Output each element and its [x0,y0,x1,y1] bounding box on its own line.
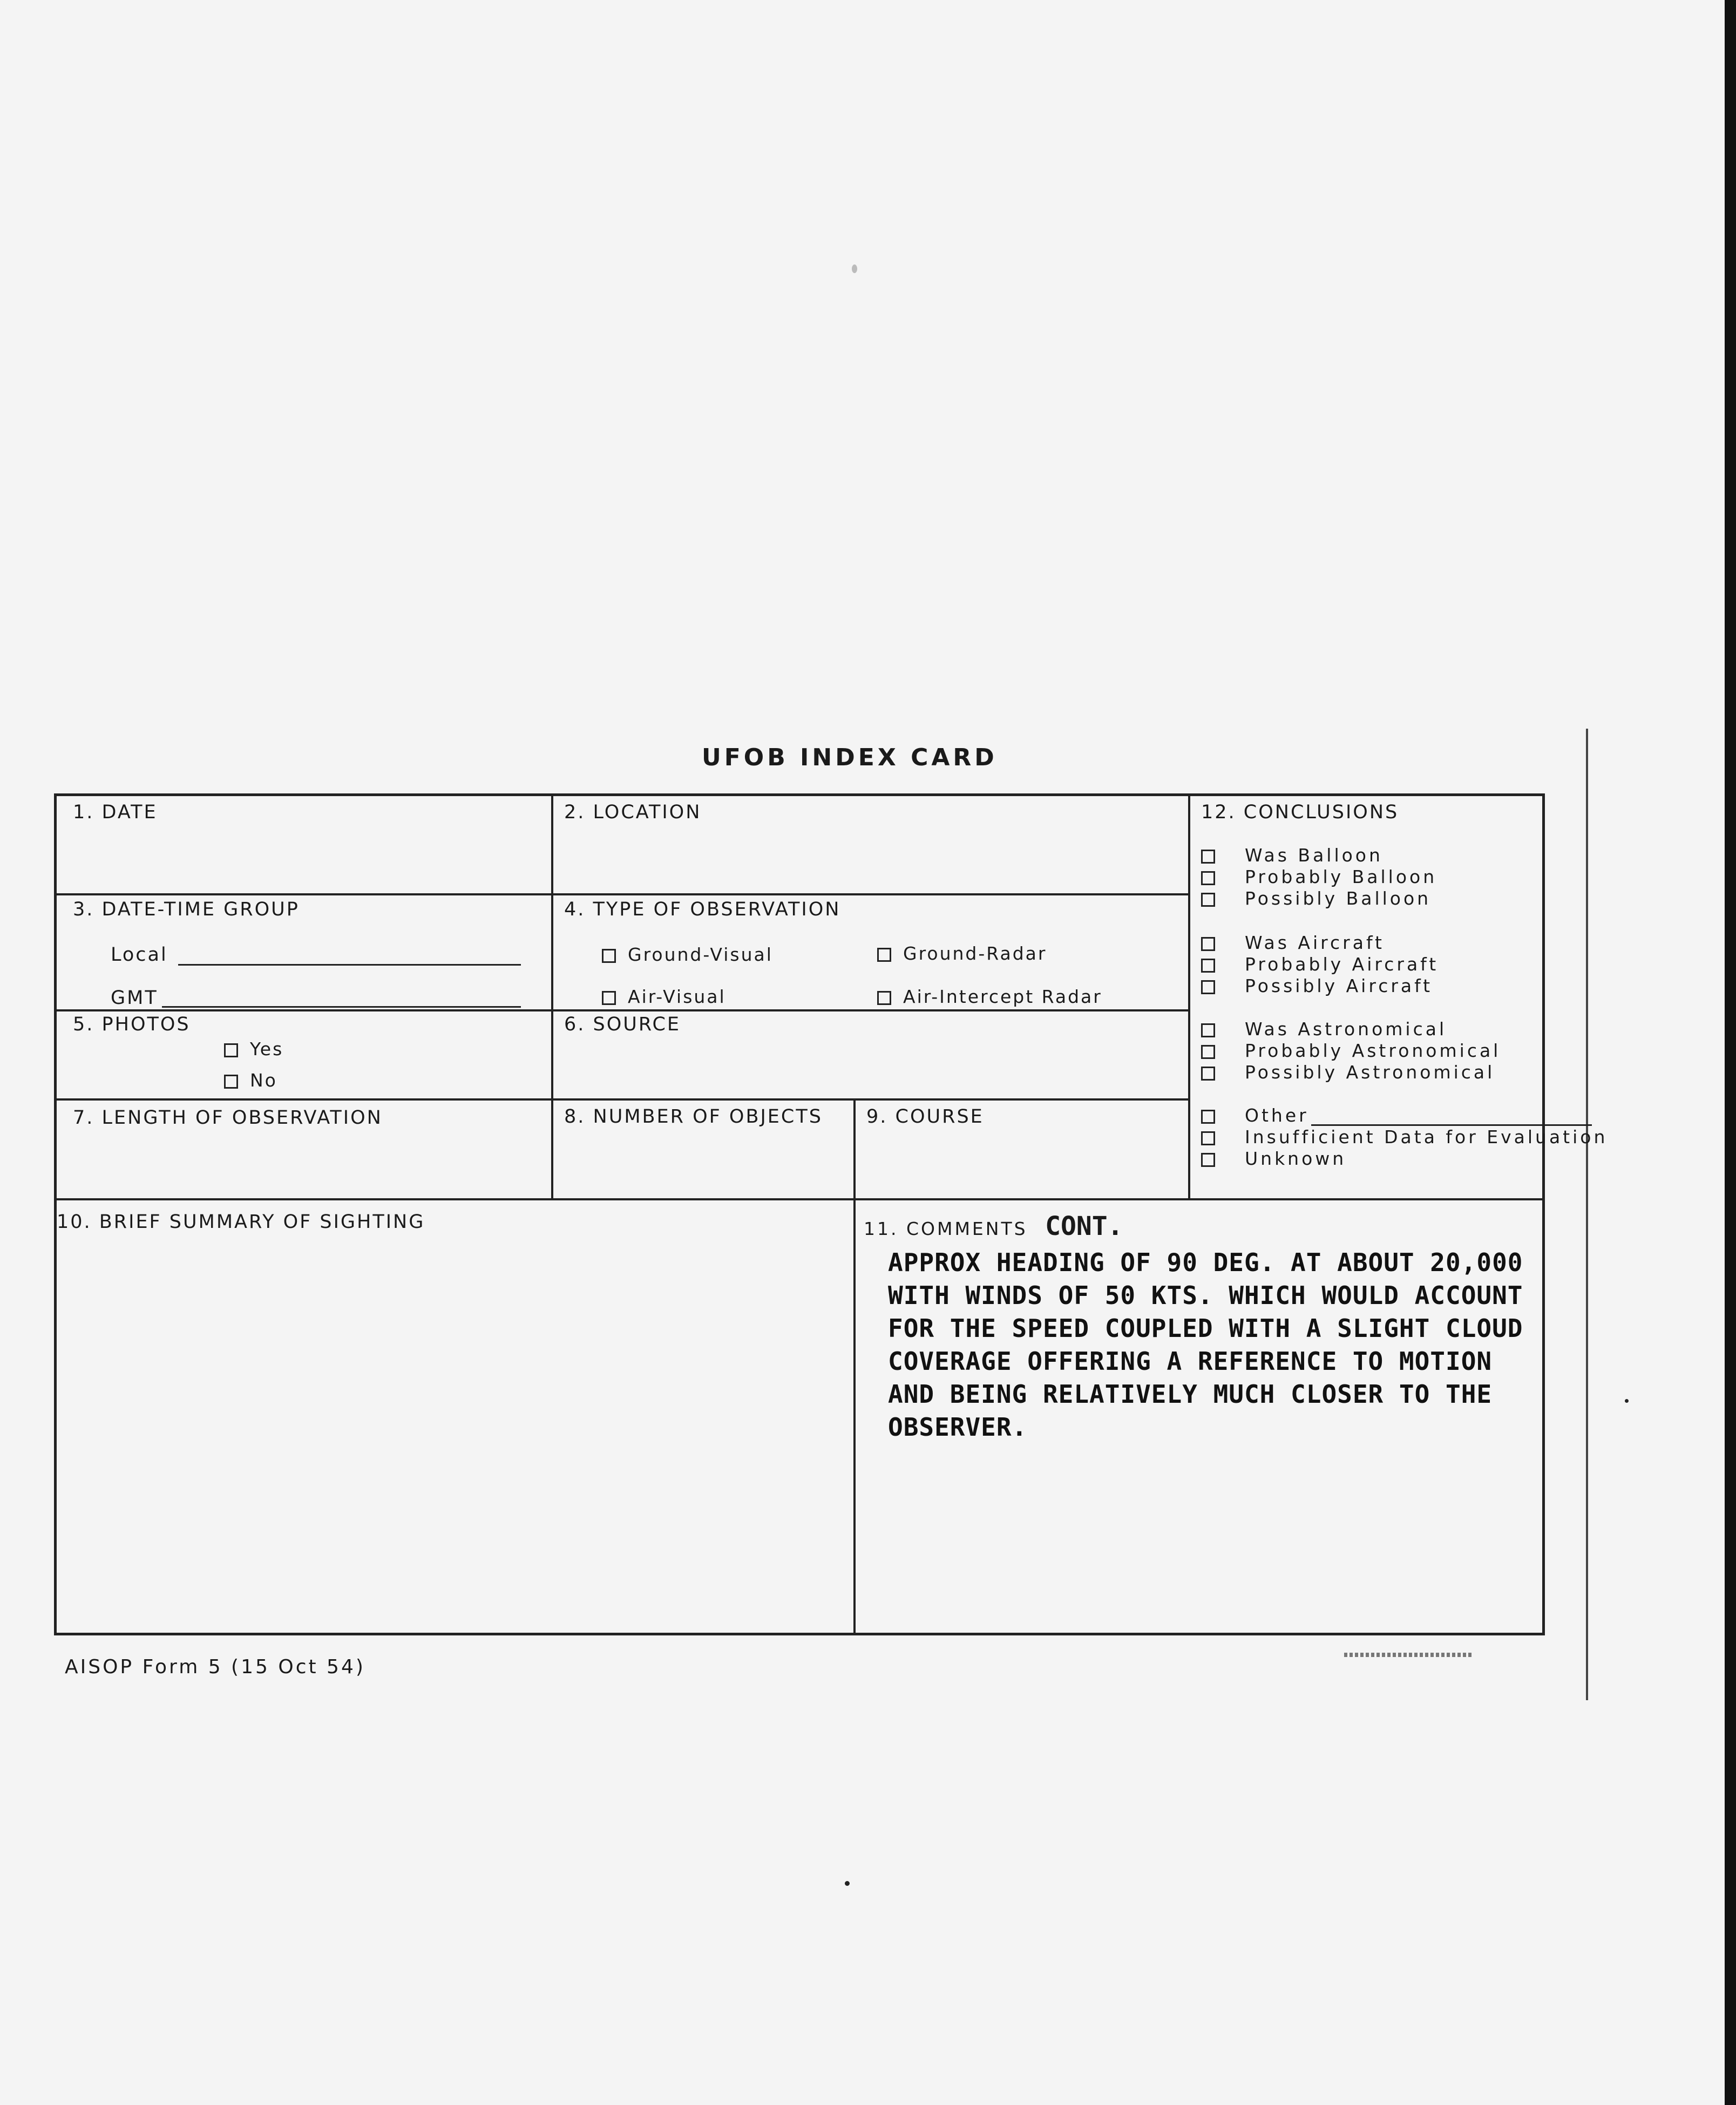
ground-radar-text: Ground-Radar [903,943,1047,964]
date-cell [57,796,553,893]
conclusion-option[interactable] [1201,1126,1608,1147]
number-of-objects-label: 8. NUMBER OF OBJECTS [564,1106,823,1128]
checkbox-icon [602,991,616,1005]
air-visual-text: Air-Visual [628,986,726,1007]
checkbox-icon [1201,850,1215,864]
conclusion-option-label: Possibly Balloon [1245,888,1432,909]
scan-speck [1625,1399,1629,1403]
ground-visual-option[interactable] [602,944,773,965]
conclusion-option[interactable] [1201,954,1439,975]
comments-label-text: 11. COMMENTS [864,1218,1028,1239]
checkbox-icon [1201,980,1215,994]
location-label: 2. LOCATION [564,802,702,823]
conclusion-option[interactable] [1201,1040,1501,1061]
gmt-line [162,1006,521,1008]
photos-label: 5. PHOTOS [73,1014,191,1035]
photos-no-option[interactable] [224,1070,277,1091]
source-cell [553,1009,1190,1098]
date-label: 1. DATE [73,802,158,823]
type-of-observation-label: 4. TYPE OF OBSERVATION [564,899,841,920]
comments-label [864,1211,1123,1241]
conclusion-option-label: Possibly Astronomical [1245,1062,1495,1083]
photos-yes-text: Yes [250,1038,284,1060]
brief-summary-label: 10. BRIEF SUMMARY OF SIGHTING [57,1211,425,1233]
air-visual-option[interactable] [602,986,726,1007]
length-of-observation-label: 7. LENGTH OF OBSERVATION [73,1107,383,1129]
checkbox-icon [602,949,616,963]
conclusion-option[interactable] [1201,888,1431,909]
air-intercept-radar-text: Air-Intercept Radar [903,986,1102,1007]
checkbox-icon [1201,959,1215,973]
checkbox-icon [224,1075,238,1089]
location-cell [553,796,1190,893]
conclusion-option[interactable] [1201,845,1383,866]
course-cell [856,1098,1190,1198]
date-time-group-label: 3. DATE-TIME GROUP [73,899,300,920]
checkbox-icon [1201,1153,1215,1167]
checkbox-icon [1201,871,1215,885]
conclusion-option[interactable] [1201,1105,1592,1126]
printer-mark [1344,1653,1474,1657]
local-line [178,964,521,966]
number-of-objects-cell [553,1098,856,1198]
checkbox-icon [224,1043,238,1057]
checkbox-icon [877,948,891,962]
scan-border [1725,0,1736,2105]
source-label: 6. SOURCE [564,1014,681,1035]
air-intercept-radar-option[interactable] [877,986,1102,1007]
scan-speck [845,1881,850,1886]
length-of-observation-cell [57,1098,553,1198]
conclusion-option-label: Probably Aircraft [1245,954,1439,975]
card-edge-shadow [1586,729,1588,1700]
conclusion-option[interactable] [1201,1018,1447,1040]
date-time-group-cell [57,893,553,1009]
checkbox-icon [1201,1110,1215,1124]
conclusion-option[interactable] [1201,932,1385,953]
type-of-observation-cell [553,893,1190,1009]
comments-cell [856,1198,1542,1633]
conclusion-option-label: Was Astronomical [1245,1018,1447,1040]
photos-cell [57,1009,553,1098]
checkbox-icon [1201,1023,1215,1037]
conclusion-option[interactable] [1201,975,1433,996]
conclusion-option[interactable] [1201,1148,1346,1169]
conclusion-option[interactable] [1201,866,1437,887]
conclusion-option-label: Other [1245,1105,1309,1126]
conclusions-cell [1190,796,1608,1198]
photos-no-text: No [250,1070,277,1091]
card-title: UFOB INDEX CARD [702,744,998,771]
conclusion-option-label: Probably Astronomical [1245,1040,1501,1061]
checkbox-icon [877,991,891,1005]
conclusion-option-label: Insufficient Data for Evaluation [1245,1126,1608,1147]
course-label: 9. COURSE [866,1106,984,1128]
checkbox-icon [1201,893,1215,907]
conclusion-option-label: Probably Balloon [1245,866,1437,887]
conclusions-label: 12. CONCLUSIONS [1201,802,1399,823]
conclusion-option-label: Unknown [1245,1148,1347,1169]
comments-cont-text: CONT. [1045,1211,1123,1241]
comments-typed-text: APPROX HEADING OF 90 DEG. AT ABOUT 20,000 WITH WINDS OF 50 KTS. WHICH WOULD ACCOUNT FOR THE SPEED COUPLED WITH A SLIGHT CLOUD COVERAGE OFFERING A REFERENCE TO MOTION AND BEING RELATIVELY MUCH CLOSER TO THE OBSERVER. [888,1248,1523,1442]
scan-speck [852,264,857,273]
brief-summary-cell [57,1198,856,1633]
ground-visual-text: Ground-Visual [628,944,773,965]
checkbox-icon [1201,937,1215,951]
gmt-label: GMT [111,987,158,1009]
checkbox-icon [1201,1067,1215,1081]
local-label: Local [111,944,168,966]
conclusion-option[interactable] [1201,1062,1495,1083]
form-number: AISOP Form 5 (15 Oct 54) [65,1656,365,1678]
other-line [1311,1124,1592,1126]
checkbox-icon [1201,1131,1215,1145]
conclusion-option-label: Was Aircraft [1245,932,1385,953]
index-card [54,793,1608,1635]
ground-radar-option[interactable] [877,943,1047,964]
conclusion-option-label: Possibly Aircraft [1245,975,1433,996]
checkbox-icon [1201,1045,1215,1059]
photos-yes-option[interactable] [224,1038,283,1060]
conclusion-option-label: Was Balloon [1245,845,1383,866]
